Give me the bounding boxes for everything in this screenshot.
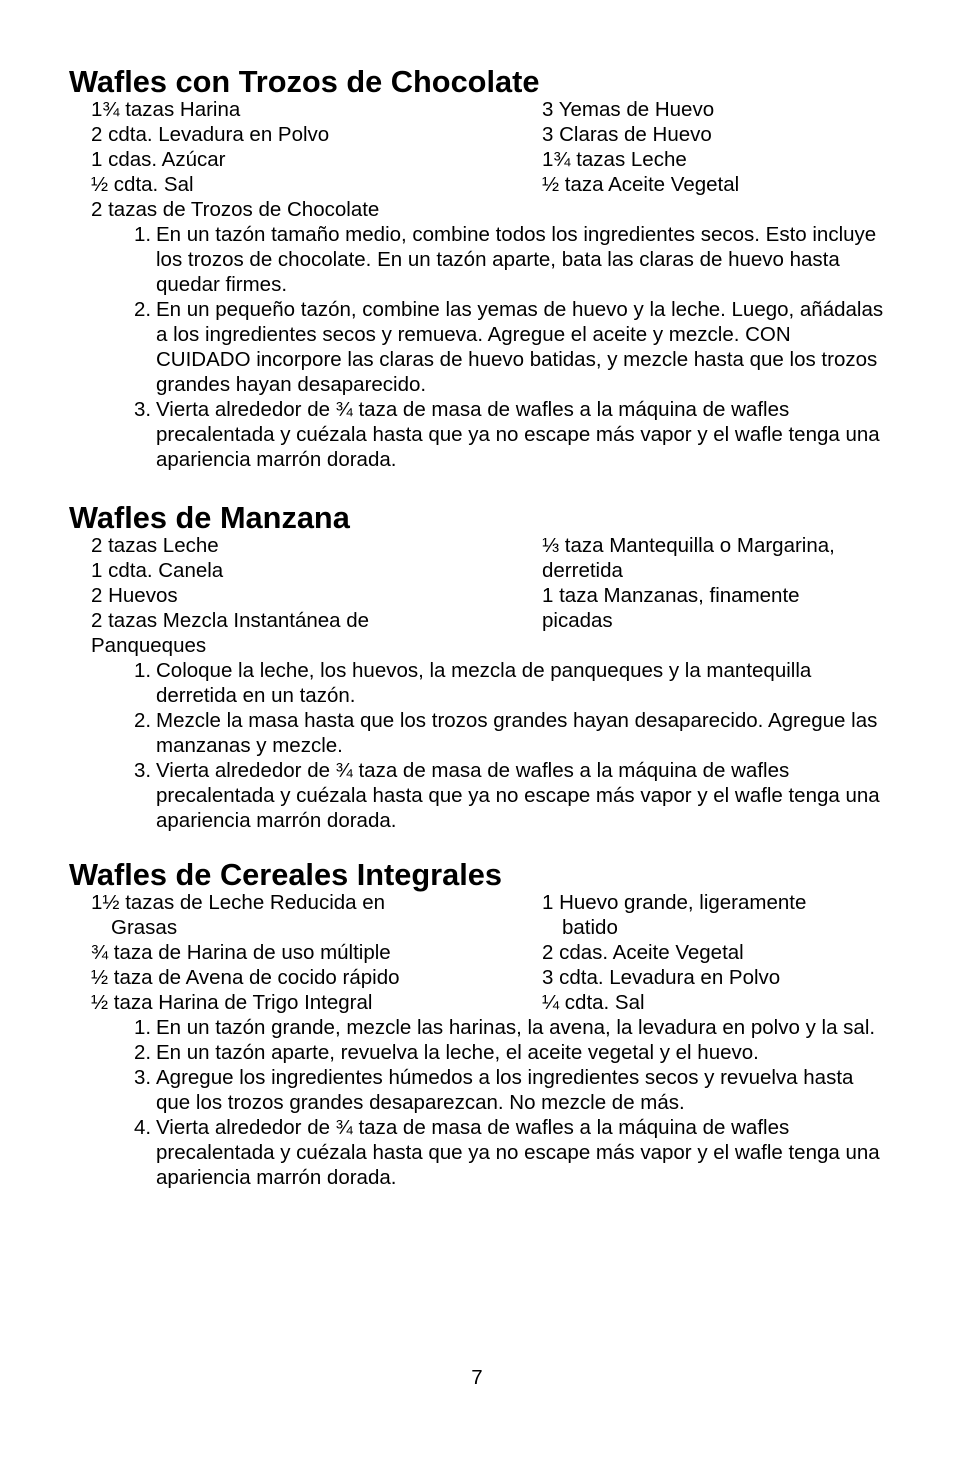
recipe-title: Wafles con Trozos de Chocolate [69, 64, 540, 99]
instruction-list [69, 658, 889, 833]
instruction-step [69, 1065, 889, 1115]
ingredient: ½ cdta. Sal [91, 173, 194, 196]
ingredient-column-left [91, 533, 542, 658]
ingredient: 1 taza Manzanas, finamente [542, 584, 800, 607]
ingredient: 1¾ tazas Harina [91, 98, 241, 121]
step-text: En un pequeño tazón, combine las yemas de huevo y la leche. Luego, añádalas a los ingredientes secos y remueva. Agregue el aceite y mezcle. CON CUIDADO incorpore las claras de huevo batidas, y mezcle hasta que los trozos grandes hayan desaparecido. [156, 298, 884, 396]
ingredient: 3 cdta. Levadura en Polvo [542, 966, 781, 989]
ingredient-list [69, 890, 889, 1015]
instruction-list [69, 222, 889, 472]
ingredient-list [69, 97, 889, 197]
ingredient: ½ taza de Avena de cocido rápido [91, 966, 400, 989]
ingredient: 2 cdas. Aceite Vegetal [542, 941, 744, 964]
ingredient-column-right [542, 890, 882, 1015]
ingredient: picadas [542, 609, 613, 632]
ingredient-list [69, 533, 889, 658]
ingredient: batido [562, 916, 618, 939]
ingredient-column-left [91, 890, 542, 1015]
ingredient: 1½ tazas de Leche Reducida en [91, 891, 386, 914]
instruction-list [69, 1015, 889, 1190]
ingredient: ⅓ taza Mantequilla o Margarina, [542, 534, 835, 557]
step-number: 1. [134, 1016, 152, 1039]
ingredient-column-right [542, 97, 882, 197]
instruction-step [69, 297, 889, 397]
step-number: 3. [134, 759, 152, 782]
recipe-title: Wafles de Cereales Integrales [69, 857, 502, 892]
recipe-whole-grain-waffles [69, 857, 889, 1190]
step-text: Vierta alrededor de ¾ taza de masa de wafles a la máquina de wafles precalentada y cuézala hasta que ya no escape más vapor y el wafle tenga una apariencia marrón dorada. [156, 759, 880, 832]
instruction-step [69, 1115, 889, 1190]
step-text: Coloque la leche, los huevos, la mezcla de panqueques y la mantequilla derretida en un tazón. [156, 659, 812, 707]
ingredient: 1 cdta. Canela [91, 559, 224, 582]
recipe-chocolate-chip-waffles [69, 64, 889, 472]
step-text: Vierta alrededor de ¾ taza de masa de wafles a la máquina de wafles precalentada y cuézala hasta que ya no escape más vapor y el wafle tenga una apariencia marrón dorada. [156, 398, 880, 471]
step-text: En un tazón aparte, revuelva la leche, el aceite vegetal y el huevo. [156, 1041, 759, 1064]
ingredient: 3 Claras de Huevo [542, 123, 712, 146]
ingredient: 3 Yemas de Huevo [542, 98, 715, 121]
ingredient-column-left [91, 97, 542, 197]
step-number: 1. [134, 659, 152, 682]
ingredient: ½ taza Harina de Trigo Integral [91, 991, 373, 1014]
ingredient: derretida [542, 559, 623, 582]
ingredient: Panqueques [91, 634, 207, 657]
instruction-step [69, 658, 889, 708]
ingredient: 2 tazas Mezcla Instantánea de [91, 609, 370, 632]
ingredient: ½ taza Aceite Vegetal [542, 173, 740, 196]
recipe-apple-waffles [69, 500, 889, 833]
ingredient: Grasas [111, 916, 178, 939]
step-text: En un tazón grande, mezcle las harinas, la avena, la levadura en polvo y la sal. [156, 1016, 876, 1039]
ingredient: 1 cdas. Azúcar [91, 148, 226, 171]
instruction-step [69, 708, 889, 758]
ingredient: 1 Huevo grande, ligeramente [542, 891, 807, 914]
ingredient-column-right [542, 533, 882, 658]
ingredient: 2 tazas Leche [91, 534, 219, 557]
ingredient: 2 tazas de Trozos de Chocolate [91, 198, 380, 221]
step-number: 3. [134, 1066, 152, 1089]
ingredient: ¾ taza de Harina de uso múltiple [91, 941, 391, 964]
ingredient: 1¾ tazas Leche [542, 148, 687, 171]
instruction-step [69, 222, 889, 297]
step-text: En un tazón tamaño medio, combine todos los ingredientes secos. Esto incluye los trozos de chocolate. En un tazón aparte, bata las claras de huevo hasta quedar firmes. [156, 223, 877, 296]
step-text: Vierta alrededor de ¾ taza de masa de wafles a la máquina de wafles precalentada y cuézala hasta que ya no escape más vapor y el wafle tenga una apariencia marrón dorada. [156, 1116, 880, 1189]
instruction-step [69, 397, 889, 472]
page-number: 7 [471, 1366, 483, 1389]
step-number: 4. [134, 1116, 152, 1139]
step-number: 2. [134, 298, 152, 321]
ingredient: 2 cdta. Levadura en Polvo [91, 123, 330, 146]
ingredient: 2 Huevos [91, 584, 178, 607]
step-number: 2. [134, 709, 152, 732]
instruction-step [69, 758, 889, 833]
instruction-step [69, 1015, 889, 1040]
ingredient: ¼ cdta. Sal [542, 991, 645, 1014]
step-text: Mezcle la masa hasta que los trozos grandes hayan desaparecido. Agregue las manzanas y mezcle. [156, 709, 878, 757]
step-number: 2. [134, 1041, 152, 1064]
step-text: Agregue los ingredientes húmedos a los ingredientes secos y revuelva hasta que los trozos grandes desaparezcan. No mezcle de más. [156, 1066, 854, 1114]
step-number: 1. [134, 223, 152, 246]
step-number: 3. [134, 398, 152, 421]
instruction-step [69, 1040, 889, 1065]
recipe-title: Wafles de Manzana [69, 500, 350, 535]
